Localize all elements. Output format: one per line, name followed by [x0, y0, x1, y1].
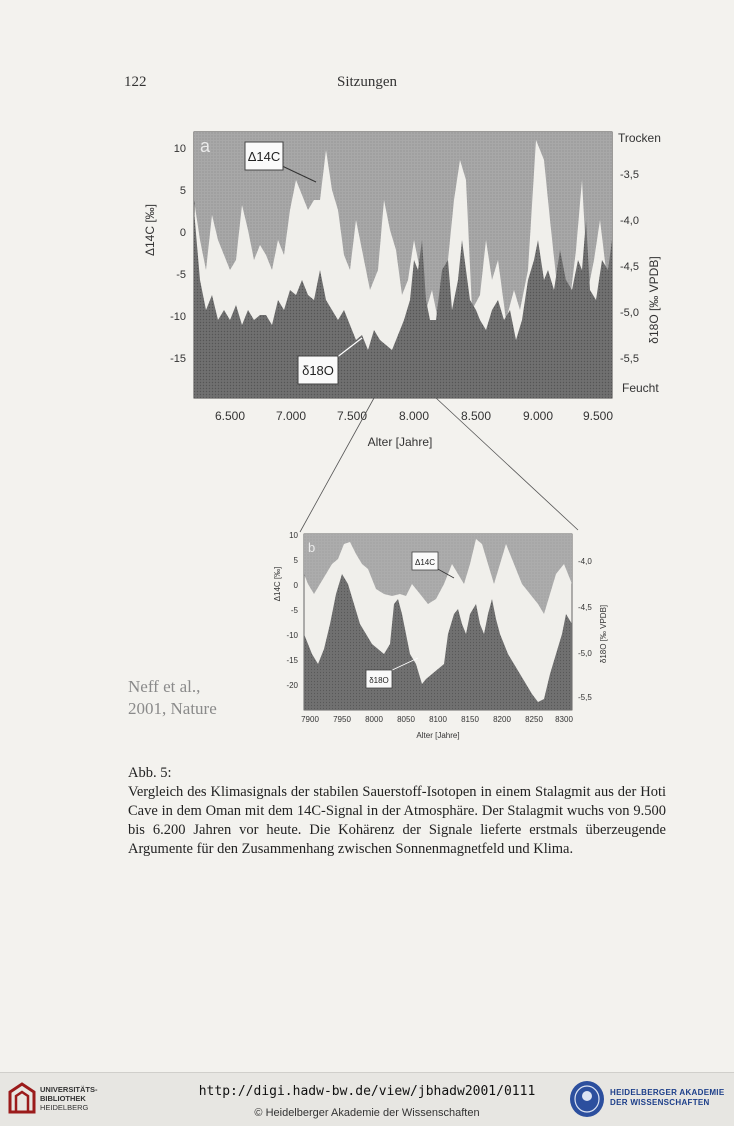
x-tick: 7900: [301, 715, 319, 724]
zoom-lines: [0, 0, 734, 560]
x-tick: 8250: [525, 715, 543, 724]
x-tick: 8150: [461, 715, 479, 724]
x-tick: 7950: [333, 715, 351, 724]
left-tick: 5: [293, 556, 298, 565]
left-tick: -15: [286, 656, 298, 665]
x-axis-b: [301, 715, 573, 724]
caption-text: Vergleich des Klimasignals der stabilen Sauerstoff-Isotopen in einem Stalagmit aus der Hoti Cave in dem Oman mit dem 14C-Signal in der Atmosphäre. Der Stalagmit wuchs von 9.500 bis 6.200 Jahren vor heute. Die Kohärenz der Signale lieferte erstmals überzeugende Argumente für den Zusammenhang zwischen Sonnenmagnetfeld und Klima.: [128, 784, 666, 857]
right-tick: -5,5: [620, 353, 639, 365]
left-tick: -5: [176, 269, 186, 281]
right-tick: -5,0: [620, 307, 639, 319]
left-tick: -15: [170, 353, 186, 365]
page-number: 122: [124, 74, 147, 90]
x-tick: 8100: [429, 715, 447, 724]
left-tick: 0: [293, 581, 298, 590]
panel-label-a: a: [200, 136, 211, 156]
x-tick: 8000: [365, 715, 383, 724]
x-tick: 8050: [397, 715, 415, 724]
right-top-label: Trocken: [618, 131, 661, 145]
academy-logo-icon: [568, 1079, 606, 1119]
callout-c14-a: Δ14C: [247, 149, 281, 164]
figure-caption: [128, 764, 666, 859]
right-axis-label-a: δ18O [‰ VPDB]: [647, 256, 661, 344]
right-tick: -4,0: [620, 215, 639, 227]
caption-title: Abb. 5:: [128, 765, 172, 781]
academy-name: HEIDELBERGER AKADEMIE DER WISSENSCHAFTEN: [610, 1088, 725, 1107]
left-tick: 0: [179, 227, 186, 239]
university-library-name: UNIVERSITÄTS- BIBLIOTHEK HEIDELBERG: [40, 1085, 98, 1112]
left-tick: -5: [290, 606, 298, 615]
right-tick: -5,0: [578, 649, 592, 658]
left-axis-b: [286, 531, 298, 690]
page-url-link[interactable]: http://digi.hadw-bw.de/view/jbhadw2001/0111: [198, 1084, 536, 1099]
left-tick: 10: [289, 531, 298, 540]
right-tick: -3,5: [620, 169, 639, 181]
panel-label-b: b: [308, 540, 316, 555]
x-tick: 9.500: [582, 409, 614, 423]
left-tick: 5: [179, 185, 186, 197]
x-tick: 8200: [493, 715, 511, 724]
right-tick: -4,5: [620, 261, 639, 273]
viewer-footer: [0, 1072, 734, 1126]
left-tick: -20: [286, 681, 298, 690]
x-axis-label-a: Alter [Jahre]: [367, 435, 433, 449]
side-note-line1: Neff et al.,: [128, 677, 201, 696]
right-bottom-label: Feucht: [622, 381, 659, 395]
side-note: [128, 676, 217, 720]
left-axis-label-a: Δ14C [‰]: [143, 203, 157, 257]
x-tick: 8300: [555, 715, 573, 724]
right-tick: -4,5: [578, 603, 592, 612]
callout-o18-a: δ18O: [302, 363, 334, 378]
left-tick: 10: [173, 143, 186, 155]
side-note-line2: 2001, Nature: [128, 699, 217, 718]
x-axis-label-b: Alter [Jahre]: [416, 731, 460, 740]
callout-o18-b: δ18O: [369, 676, 389, 685]
x-tick: 8.000: [398, 409, 430, 423]
figure-b: [268, 524, 628, 744]
x-tick: 6.500: [214, 409, 246, 423]
left-tick: -10: [286, 631, 298, 640]
left-tick: -10: [170, 311, 186, 323]
right-tick: -4,0: [578, 557, 592, 566]
x-tick: 7.000: [275, 409, 307, 423]
x-tick: 7.500: [336, 409, 368, 423]
x-tick: 8.500: [460, 409, 492, 423]
right-axis-label-b: δ18O [‰ VPDB]: [599, 604, 608, 664]
x-tick: 9.000: [522, 409, 554, 423]
right-tick: -5,5: [578, 693, 592, 702]
running-title: Sitzungen: [337, 74, 397, 90]
callout-c14-b: Δ14C: [414, 558, 436, 567]
copyright-text: © Heidelberger Akademie der Wissenschaften: [254, 1107, 480, 1119]
left-axis-label-b: Δ14C [‰]: [273, 566, 282, 602]
right-axis-b: [578, 557, 592, 702]
